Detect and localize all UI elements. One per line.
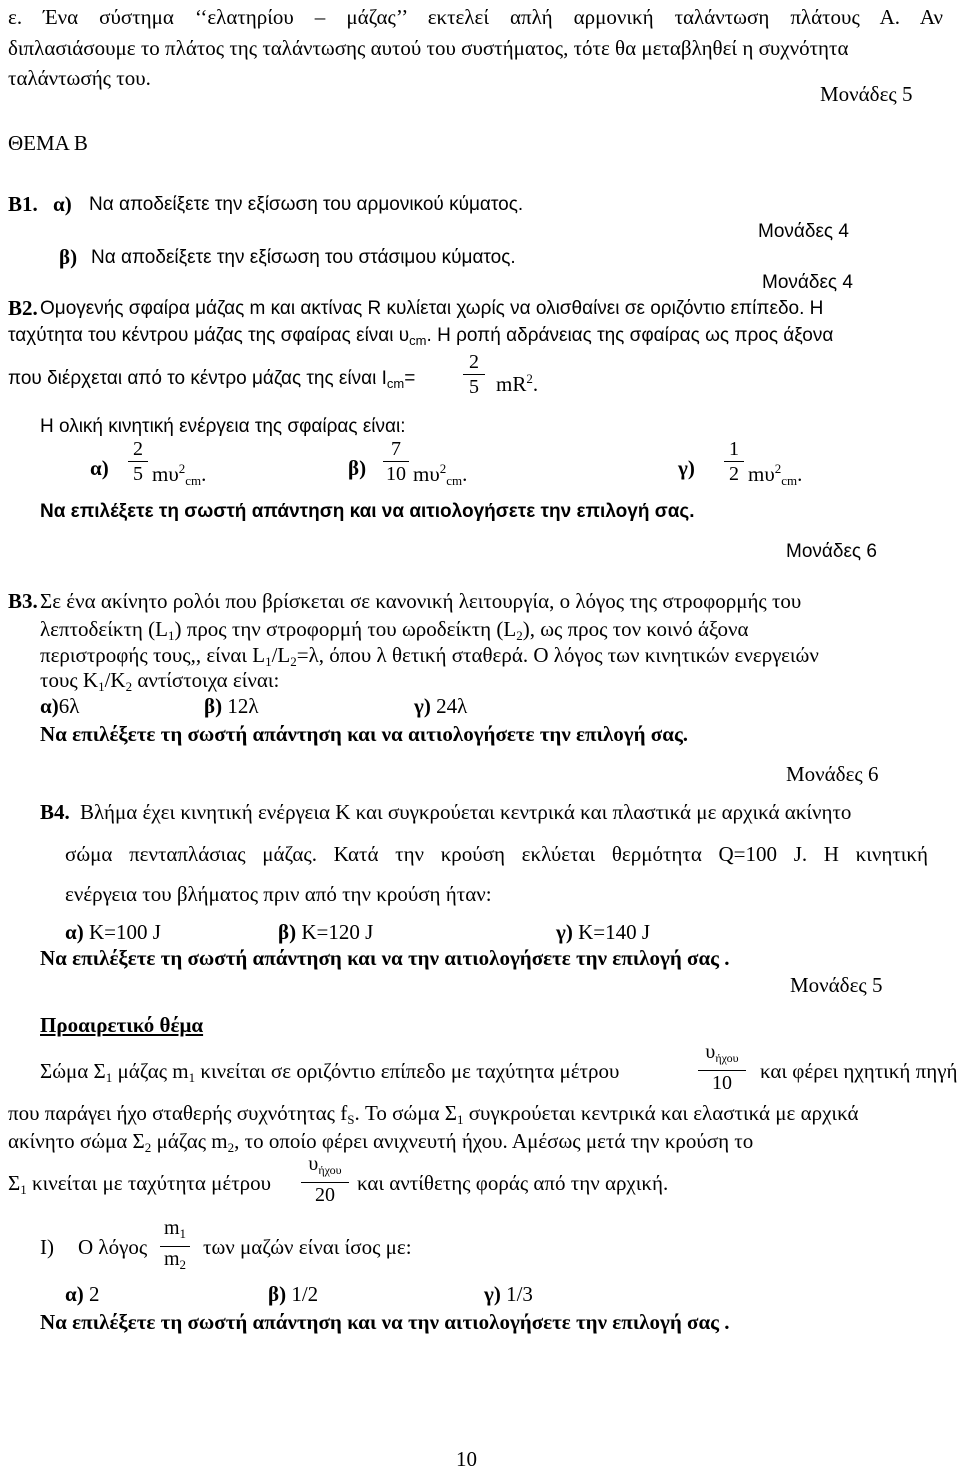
optional-option-a: α) 2: [65, 1282, 100, 1306]
optional-option-b: β) 1/2: [268, 1282, 319, 1306]
b3-option-a: α)6λ: [40, 694, 80, 718]
b4-label: Β4.: [40, 800, 70, 824]
optional-q1-text-end: των μαζών είναι ίσος με:: [203, 1235, 412, 1259]
b2-option-c-expr: $m\upsilon^2_{cm}$.: [748, 461, 803, 488]
optional-instruction: Να επιλέξετε τη σωστή απάντηση και να την αιτιολογήσετε την επιλογή σας .: [40, 1310, 730, 1334]
question-e-line3: ταλάντωσής του.: [8, 66, 151, 90]
optional-line1-end: και φέρει ηχητική πηγή: [760, 1059, 958, 1083]
b3-option-c: γ) 24λ: [414, 694, 468, 718]
question-e-points: Μονάδες 5: [820, 82, 913, 106]
b2-points: Μονάδες 6: [786, 541, 877, 562]
b4-instruction: Να επιλέξετε τη σωστή απάντηση και να την αιτιολογήσετε την επιλογή σας .: [40, 946, 730, 970]
b2-instruction: Να επιλέξετε τη σωστή απάντηση και να αιτιολογήσετε την επιλογή σας.: [40, 501, 695, 522]
optional-line4-end: και αντίθετης φοράς από την αρχική.: [357, 1171, 669, 1195]
b2-option-c-label: γ): [678, 456, 695, 480]
b4-line2: σώμα πενταπλάσιας μάζας. Κατά την κρούση εκλύεται θερμότητα Q=100 J. Η κινητική: [65, 842, 928, 866]
b2-label: Β2.: [8, 296, 38, 320]
page-number: 10: [456, 1447, 477, 1471]
b4-line3: ενέργεια του βλήματος πριν από την κρούση ήταν:: [65, 882, 492, 906]
optional-line4: $\Sigma_1$ κινείται με ταχύτητα μέτρου: [8, 1171, 272, 1197]
b4-option-a: α) Κ=100 J: [65, 920, 161, 944]
optional-line2: που παράγει ήχο σταθερής συχνότητας $f_S$. Το σώμα $\Sigma_1$ συγκρούεται κεντρικά και ελαστικά με αρχικά: [8, 1101, 859, 1127]
b1-b-text: Να αποδείξετε την εξίσωση του στάσιμου κύματος.: [91, 247, 516, 268]
b2-line1: Ομογενής σφαίρα μάζας m και ακτίνας R κυλίεται χωρίς να ολισθαίνει σε οριζόντιο επίπεδο. Η: [40, 298, 824, 319]
b1-label: Β1.: [8, 192, 38, 216]
b4-option-c: γ) Κ=140 J: [556, 920, 651, 944]
b4-points: Μονάδες 5: [790, 973, 883, 997]
b3-line2: λεπτοδείκτη $(L_1)$ προς την στροφορμή του ωροδείκτη $(L_2)$, ως προς τον κοινό άξονα: [40, 617, 749, 643]
b2-option-b-expr: $m\upsilon^2_{cm}$.: [413, 461, 468, 488]
b2-option-b-label: β): [348, 456, 367, 480]
b2-option-c-fraction: 1 2: [724, 438, 744, 485]
b2-question: Η ολική κινητική ενέργεια της σφαίρας είναι:: [40, 416, 406, 437]
b3-line4: τους $K_1/K_2$ αντίστοιχα είναι:: [40, 668, 280, 694]
optional-option-c: γ) 1/3: [484, 1282, 533, 1306]
b1-b-label: β): [59, 245, 78, 269]
b2-option-a-label: α): [90, 456, 109, 480]
b3-line3: περιστροφής τους,, είναι $L_1/L_2=\lambda$, όπου λ θετική σταθερά. Ο λόγος των κινητικών ενεργειών: [40, 643, 819, 669]
b1-a-label: α): [53, 192, 72, 216]
question-e-line1: ε. Ένα σύστημα ‘‘ελατηρίου – μάζας’’ εκτελεί απλή αρμονική ταλάντωση πλάτους Α. Αν: [8, 5, 943, 29]
theme-title: ΘΕΜΑ Β: [8, 131, 88, 155]
b2-inertia-expr: $mR^2$.: [496, 371, 539, 396]
b4-option-b: β) Κ=120 J: [278, 920, 374, 944]
optional-q1-text: Ο λόγος: [78, 1235, 148, 1259]
b3-points: Μονάδες 6: [786, 762, 879, 786]
b1-b-points: Μονάδες 4: [762, 272, 853, 293]
optional-line3: ακίνητο σώμα $\Sigma_2$ μάζας $m_2$, το οποίο φέρει ανιχνευτή ήχου. Αμέσως μετά την κρούση το: [8, 1129, 754, 1155]
optional-q1-label: Ι): [40, 1235, 54, 1259]
optional-fraction-1: $\upsilon_{ή\chi o\upsilon}$ 10: [698, 1041, 746, 1094]
b3-instruction: Να επιλέξετε τη σωστή απάντηση και να αιτιολογήσετε την επιλογή σας.: [40, 722, 689, 746]
b1-a-points: Μονάδες 4: [758, 221, 849, 242]
b2-inertia-fraction: 2 5: [463, 351, 485, 398]
optional-title: Προαιρετικό θέμα: [40, 1013, 204, 1037]
question-e-line2: διπλασιάσουμε το πλάτος της ταλάντωσης αυτού του συστήματος, τότε θα μεταβληθεί η συχνότητα: [8, 36, 849, 60]
b2-option-a-expr: $m\upsilon^2_{cm}$.: [152, 461, 207, 488]
optional-mass-ratio-fraction: $m_1$ $m_2$: [160, 1217, 190, 1276]
b3-option-b: β) 12λ: [204, 694, 259, 718]
optional-fraction-2: $\upsilon_{ή\chi o\upsilon}$ 20: [301, 1153, 349, 1206]
b2-option-a-fraction: 2 5: [128, 438, 148, 485]
b2-line2: ταχύτητα του κέντρου μάζας της σφαίρας είναι $\upsilon_{cm}$. Η ροπή αδράνειας της σφαίρας ως προς άξονα: [8, 325, 834, 348]
b3-label: Β3.: [8, 589, 38, 613]
optional-line1: Σώμα $\Sigma_1$ μάζας $m_1$ κινείται σε οριζόντιο επίπεδο με ταχύτητα μέτρου: [40, 1059, 620, 1085]
b4-line1: Βλήμα έχει κινητική ενέργεια Κ και συγκρούεται κεντρικά και πλαστικά με αρχικά ακίνητο: [80, 800, 852, 824]
b2-line3: που διέρχεται από το κέντρο μάζας της είναι $I_{cm}=$: [8, 368, 416, 391]
b1-a-text: Να αποδείξετε την εξίσωση του αρμονικού κύματος.: [89, 194, 524, 215]
b2-option-b-fraction: 7 10: [383, 438, 409, 485]
b3-line1: Σε ένα ακίνητο ρολόι που βρίσκεται σε κανονική λειτουργία, ο λόγος της στροφορμής του: [40, 589, 802, 613]
